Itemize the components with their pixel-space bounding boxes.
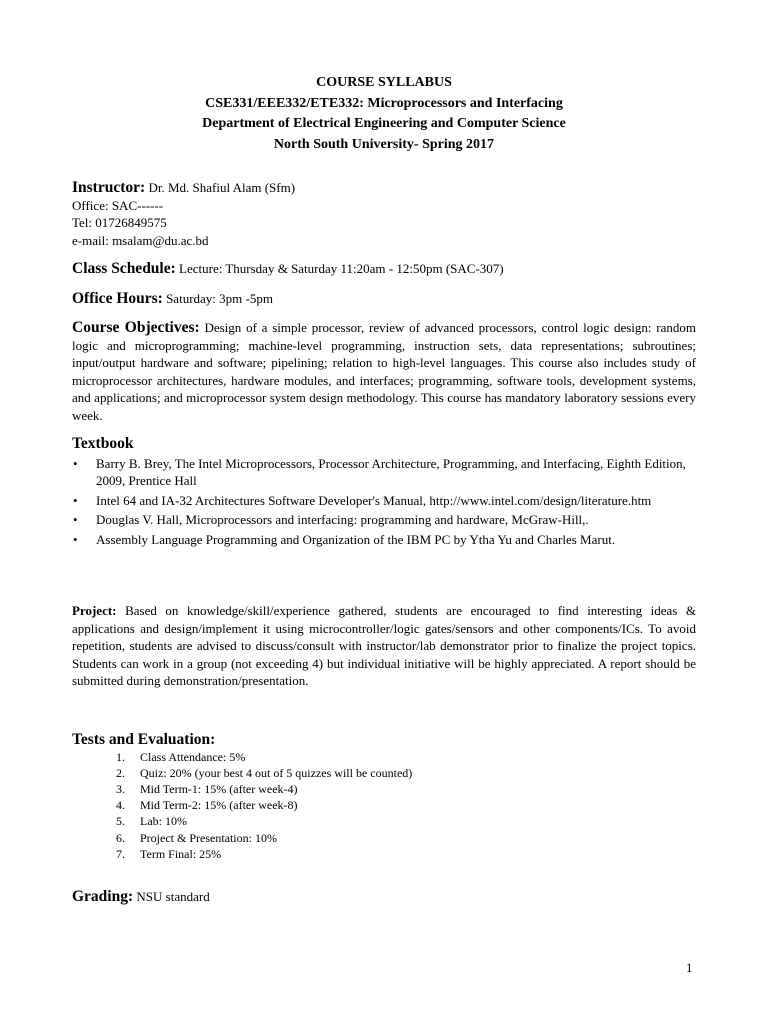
- class-schedule-label: Class Schedule:: [72, 260, 176, 277]
- document-title: COURSE SYLLABUS: [316, 75, 452, 90]
- evaluation-list: [72, 749, 696, 862]
- office-hours-label: Office Hours:: [72, 290, 163, 307]
- class-schedule-text: Lecture: Thursday & Saturday 11:20am - 12:50pm (SAC-307): [179, 261, 504, 276]
- course-code: CSE331/EEE332/ETE332: [205, 95, 360, 111]
- grading-text: NSU standard: [136, 889, 210, 904]
- list-item: • Intel 64 and IA-32 Architectures Software Developer's Manual, http://www.intel.com/design/literature.htm: [73, 492, 652, 508]
- list-item: 5. Lab: 10%: [116, 814, 187, 829]
- textbook-section: [72, 435, 696, 550]
- list-item: 1. Class Attendance: 5%: [116, 749, 246, 764]
- list-item: • Barry B. Brey, The Intel Microprocessors, Processor Architecture, Programming, and Interfacing, Eighth Edition, 2009, Prentice Hall: [73, 455, 686, 488]
- bullet-icon: •: [73, 492, 78, 508]
- university-line: North South University- Spring 2017: [273, 136, 495, 152]
- project-label: Project:: [72, 603, 117, 618]
- textbook-list: [72, 455, 696, 549]
- instructor-tel: Tel: 01726849575: [72, 215, 167, 230]
- office-hours-text: Saturday: 3pm -5pm: [166, 291, 273, 306]
- instructor-name: Dr. Md. Shafiul Alam (Sfm): [148, 180, 296, 195]
- course-title-line: [0, 94, 768, 115]
- bullet-icon: •: [73, 531, 78, 547]
- evaluation-label: Tests and Evaluation:: [72, 731, 216, 748]
- grading-label: Grading:: [72, 888, 134, 905]
- office-hours-section: [72, 290, 696, 308]
- course-objectives-section: [72, 319, 696, 424]
- list-item: 3. Mid Term-1: 15% (after week-4): [116, 781, 298, 796]
- grading-section: [72, 888, 696, 906]
- textbook-label: Textbook: [72, 435, 134, 452]
- page-number: 1: [686, 960, 693, 975]
- project-text: Based on knowledge/skill/experience gathered, students are encouraged to find interesting ideas & applications and design/implement it using microcontroller/logic gates/sensors and other components/ICs. To avoid repetition, students are advised to discuss/consult with instructor/lab demonstrator prior to finalize the project topics. Students can work in a group (not exceeding 4) but individual initiative will be highly appreciated. A report should be submitted during demonstration/presentation.: [72, 603, 696, 688]
- instructor-label: Instructor:: [72, 179, 146, 196]
- document-header: [0, 73, 768, 155]
- bullet-icon: •: [73, 512, 78, 527]
- list-item: 7. Term Final: 25%: [116, 846, 222, 861]
- evaluation-section: [72, 731, 696, 862]
- list-item: 2. Quiz: 20% (your best 4 out of 5 quizzes will be counted): [116, 765, 413, 780]
- instructor-section: [72, 179, 696, 249]
- course-objectives-label: Course Objectives:: [72, 319, 200, 336]
- project-section: [72, 602, 696, 690]
- department-line: Department of Electrical Engineering and Computer Science: [202, 116, 566, 131]
- instructor-email: e-mail: msalam@du.ac.bd: [72, 232, 209, 248]
- list-item: 4. Mid Term-2: 15% (after week-8): [116, 798, 298, 813]
- list-item: • Assembly Language Programming and Organization of the IBM PC by Ytha Yu and Charles Marut.: [73, 531, 616, 547]
- list-item: • Douglas V. Hall, Microprocessors and interfacing: programming and hardware, McGraw-Hill,.: [73, 512, 589, 527]
- list-item: 6. Project & Presentation: 10%: [116, 830, 277, 845]
- instructor-office: Office: SAC------: [72, 197, 164, 213]
- course-name: : Microprocessors and Interfacing: [359, 95, 563, 111]
- class-schedule-section: [72, 260, 696, 278]
- bullet-icon: •: [73, 455, 78, 471]
- course-objectives-text: Design of a simple processor, review of advanced processors, control logic design: random logic and microprogramming; machine-level programming, instruction sets, data representations; subroutines; input/output hardware and software; pipelining; relation to high-level languages. This course also includes study of microprocessor architectures, hardware modules, and interfaces; programming, software tools, development systems, and applications; and microprocessor system design methodology. This course has mandatory laboratory sessions every week.: [72, 320, 697, 423]
